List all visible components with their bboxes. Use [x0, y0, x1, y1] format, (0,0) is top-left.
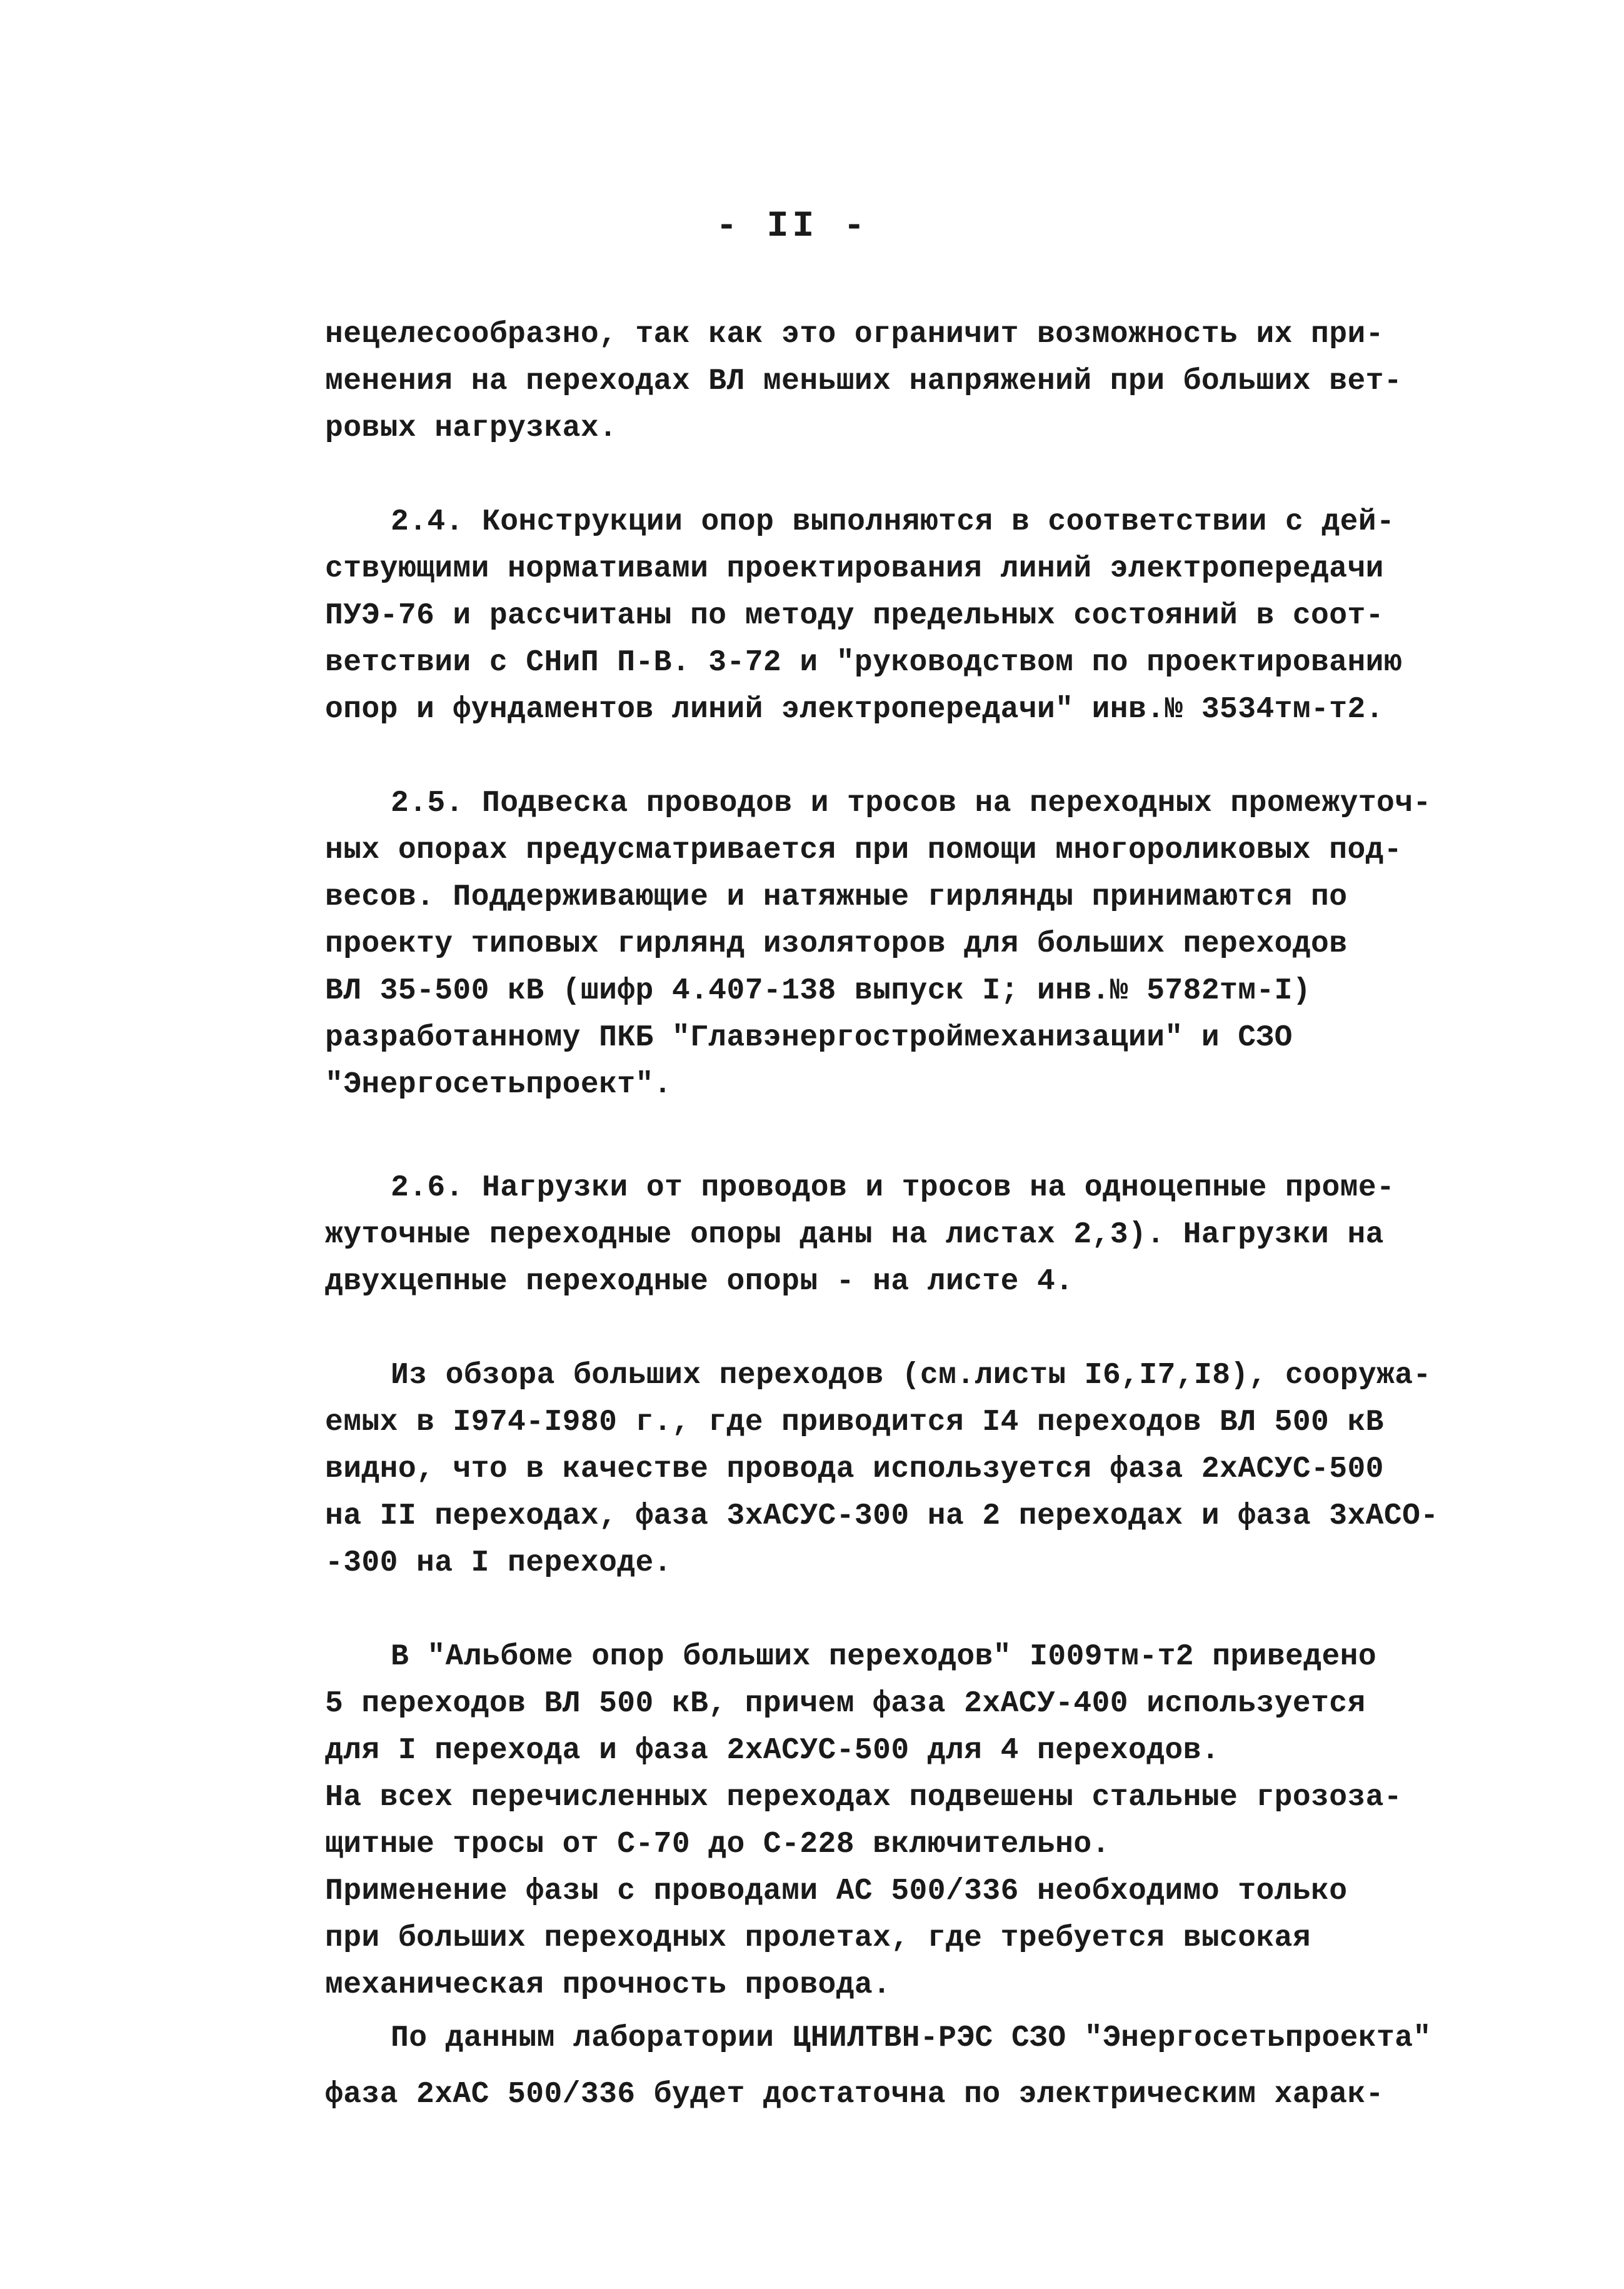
text-line: 2.5. Подвеска проводов и тросов на переходных промежуточ-: [391, 787, 1431, 820]
text-line: 2.4. Конструкции опор выполняются в соответствии с дей-: [391, 505, 1395, 539]
text-line: На всех перечисленных переходах подвешены стальные грозоза-: [325, 1781, 1403, 1814]
text-line: для I перехода и фаза 2хАСУС-500 для 4 переходов.: [325, 1734, 1220, 1768]
text-line: ПУЭ-76 и рассчитаны по методу предельных состояний в соот-: [325, 599, 1384, 633]
text-line: разработанному ПКБ "Главэнергостроймеханизации" и СЗО: [325, 1021, 1293, 1055]
text-line: фаза 2хАС 500/336 будет достаточна по электрическим харак-: [325, 2078, 1384, 2111]
text-line: механическая прочность провода.: [325, 1968, 891, 2002]
text-line: двухцепные переходные опоры - на листе 4.: [325, 1265, 1074, 1299]
text-line: на II переходах, фаза 3хАСУС-300 на 2 переходах и фаза 3хАСО-: [325, 1499, 1439, 1533]
text-line: менения на переходах ВЛ меньших напряжений при больших вет-: [325, 365, 1403, 398]
text-line: емых в I974-I980 г., где приводится I4 переходов ВЛ 500 кВ: [325, 1406, 1384, 1439]
text-line: весов. Поддерживающие и натяжные гирлянды принимаются по: [325, 880, 1348, 914]
text-line: В "Альбоме опор больших переходов" I009тм-т2 приведено: [391, 1640, 1377, 1674]
text-line: ствующими нормативами проектирования линий электропередачи: [325, 552, 1384, 586]
text-line: Применение фазы с проводами АС 500/336 необходимо только: [325, 1874, 1348, 1908]
text-line: 2.6. Нагрузки от проводов и тросов на одноцепные проме-: [391, 1171, 1395, 1205]
text-line: нецелесообразно, так как это ограничит возможность их при-: [325, 318, 1384, 351]
text-line: ровых нагрузках.: [325, 411, 618, 445]
text-line: ветствии с СНиП П-В. 3-72 и "руководством по проектированию: [325, 646, 1403, 680]
text-line: жуточные переходные опоры даны на листах 2,3). Нагрузки на: [325, 1218, 1384, 1252]
page-number: - II -: [716, 206, 869, 247]
text-line: проекту типовых гирлянд изоляторов для больших переходов: [325, 927, 1348, 961]
text-line: видно, что в качестве провода используется фаза 2хАСУС-500: [325, 1452, 1384, 1486]
text-line: при больших переходных пролетах, где требуется высокая: [325, 1921, 1311, 1955]
text-line: щитные тросы от С-70 до С-228 включительно.: [325, 1828, 1110, 1861]
text-line: "Энергосетьпроект".: [325, 1068, 672, 1102]
text-line: ВЛ 35-500 кВ (шифр 4.407-138 выпуск I; инв.№ 5782тм-I): [325, 974, 1311, 1008]
text-line: 5 переходов ВЛ 500 кВ, причем фаза 2хАСУ-400 используется: [325, 1687, 1366, 1721]
text-line: -300 на I переходе.: [325, 1546, 672, 1580]
text-line: опор и фундаментов линий электропередачи" инв.№ 3534тм-т2.: [325, 693, 1384, 727]
text-line: ных опорах предусматривается при помощи многороликовых под-: [325, 833, 1403, 867]
text-line: По данным лаборатории ЦНИЛТВН-РЭС СЗО "Энергосетьпроекта": [391, 2021, 1431, 2055]
text-line: Из обзора больших переходов (см.листы I6,I7,I8), сооружа-: [391, 1359, 1431, 1392]
